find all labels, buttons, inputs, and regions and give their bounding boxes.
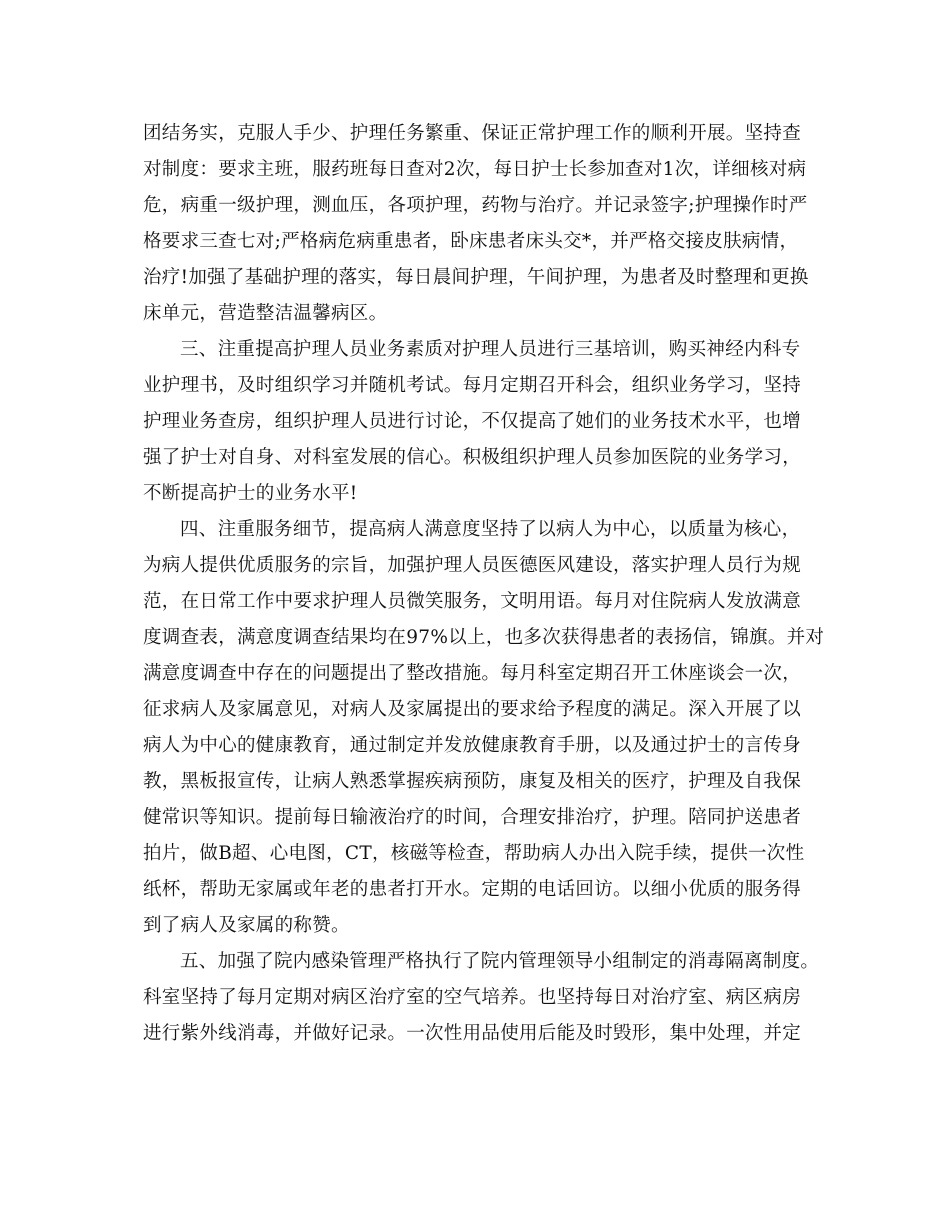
text-line: 范，在日常工作中要求护理人员微笑服务，文明用语。每月对住院病人发放满意 <box>143 591 802 612</box>
text-line: 团结务实，克服人手少、护理任务繁重、保证正常护理工作的顺利开展。坚持查 <box>143 123 802 144</box>
paragraph-heading-line: 四、注重服务细节，提高病人满意度坚持了以病人为中心，以质量为核心， <box>180 519 801 540</box>
text-line: 危，病重一级护理，测血压，各项护理，药物与治疗。并记录签字;护理操作时严 <box>143 195 808 216</box>
text-line: 满意度调查中存在的问题提出了整改措施。每月科室定期召开工休座谈会一次， <box>143 663 802 684</box>
text-line: 度调查表，满意度调查结果均在97%以上，也多次获得患者的表扬信，锦旗。并对 <box>143 627 825 648</box>
text-line: 征求病人及家属意见，对病人及家属提出的要求给予程度的满足。深入开展了以 <box>143 699 802 720</box>
text-line: 健常识等知识。提前每日输液治疗的时间，合理安排治疗，护理。陪同护送患者 <box>143 807 802 828</box>
text-line: 对制度：要求主班，服药班每日查对2次，每日护士长参加查对1次，详细核对病 <box>143 159 807 180</box>
text-line: 业护理书，及时组织学习并随机考试。每月定期召开科会，组织业务学习，坚持 <box>143 375 802 396</box>
text-line: 教，黑板报宣传，让病人熟悉掌握疾病预防，康复及相关的医疗，护理及自我保 <box>143 771 802 792</box>
text-line: 进行紫外线消毒，并做好记录。一次性用品使用后能及时毁形，集中处理，并定 <box>143 1023 802 1044</box>
text-line: 纸杯，帮助无家属或年老的患者打开水。定期的电话回访。以细小优质的服务得 <box>143 879 802 900</box>
text-line: 科室坚持了每月定期对病区治疗室的空气培养。也坚持每日对治疗室、病区病房 <box>143 987 802 1008</box>
text-line: 病人为中心的健康教育，通过制定并发放健康教育手册，以及通过护士的言传身 <box>143 735 802 756</box>
paragraph-heading-line: 三、注重提高护理人员业务素质对护理人员进行三基培训，购买神经内科专 <box>180 339 801 360</box>
text-line: 格要求三查七对;严格病危病重患者，卧床患者床头交*，并严格交接皮肤病情， <box>143 231 799 252</box>
text-line: 床单元，营造整洁温馨病区。 <box>143 303 388 324</box>
text-line: 不断提高护士的业务水平! <box>143 483 358 504</box>
text-line: 到了病人及家属的称赞。 <box>143 915 350 936</box>
text-line: 强了护士对自身、对科室发展的信心。积极组织护理人员参加医院的业务学习， <box>143 447 802 468</box>
text-line: 为病人提供优质服务的宗旨，加强护理人员医德医风建设，落实护理人员行为规 <box>143 555 802 576</box>
text-line: 拍片，做B超、心电图，CT，核磁等检查，帮助病人办出入院手续，提供一次性 <box>143 843 805 864</box>
paragraph-heading-line: 五、加强了院内感染管理严格执行了院内管理领导小组制定的消毒隔离制度。 <box>180 951 820 972</box>
text-line: 护理业务查房，组织护理人员进行讨论，不仅提高了她们的业务技术水平，也增 <box>143 411 802 432</box>
text-line: 治疗!加强了基础护理的落实，每日晨间护理，午间护理，为患者及时整理和更换 <box>143 267 809 288</box>
